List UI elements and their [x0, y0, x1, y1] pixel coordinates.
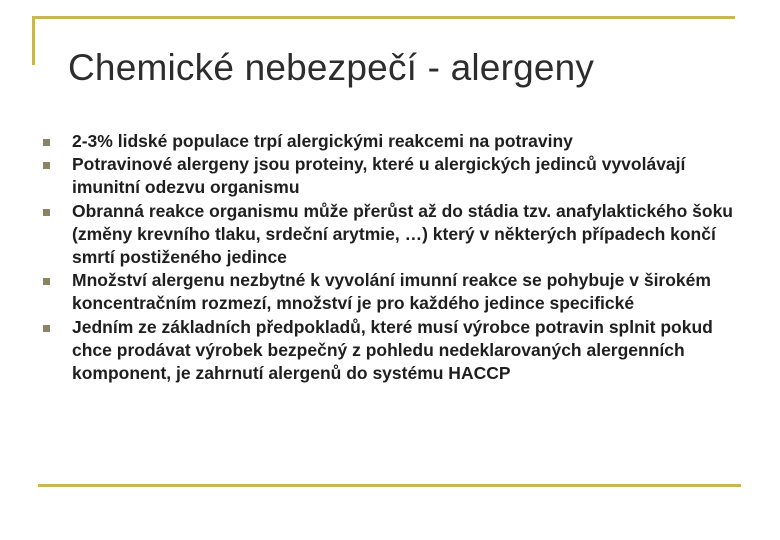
frame-bottom-line	[38, 484, 741, 487]
bullet-text-1: 2-3% lidské populace trpí alergickými reakcemi na potraviny	[72, 131, 573, 151]
square-bullet-icon	[43, 278, 50, 285]
bullet-item-2	[43, 153, 733, 199]
bullet-text-2: Potravinové alergeny jsou proteiny, které u alergických jedinců vyvolávají imunitní odezvu organismu	[72, 154, 686, 198]
bullet-text-5: Jedním ze základních předpokladů, které musí výrobce potravin splnit pokud chce prodávat výrobek bezpečný z pohledu nedeklarovaných alergenních komponent, je zahrnutí alergenů do systému HACCP	[72, 316, 713, 384]
bullet-item-5	[43, 316, 733, 386]
square-bullet-icon	[43, 139, 50, 146]
bullet-text-3: Obranná reakce organismu může přerůst až do stádia tzv. anafylaktického šoku (změny krevního tlaku, srdeční arytmie, …) který v některých případech končí smrtí postiženého jedince	[72, 200, 734, 268]
square-bullet-icon	[43, 162, 50, 169]
slide-title: Chemické nebezpečí - alergeny	[68, 47, 595, 88]
bullet-item-1	[43, 130, 733, 153]
bullet-text-4: Množství alergenu nezbytné k vyvolání imunní reakce se pohybuje v širokém koncentračním rozmezí, množství je pro každého jedince specifické	[72, 270, 711, 314]
square-bullet-icon	[43, 325, 50, 332]
frame-left-line	[32, 16, 35, 65]
frame-top-line	[32, 16, 735, 19]
bullet-item-3	[43, 200, 733, 270]
bullet-item-4	[43, 269, 733, 315]
bullet-list	[43, 130, 733, 385]
square-bullet-icon	[43, 209, 50, 216]
